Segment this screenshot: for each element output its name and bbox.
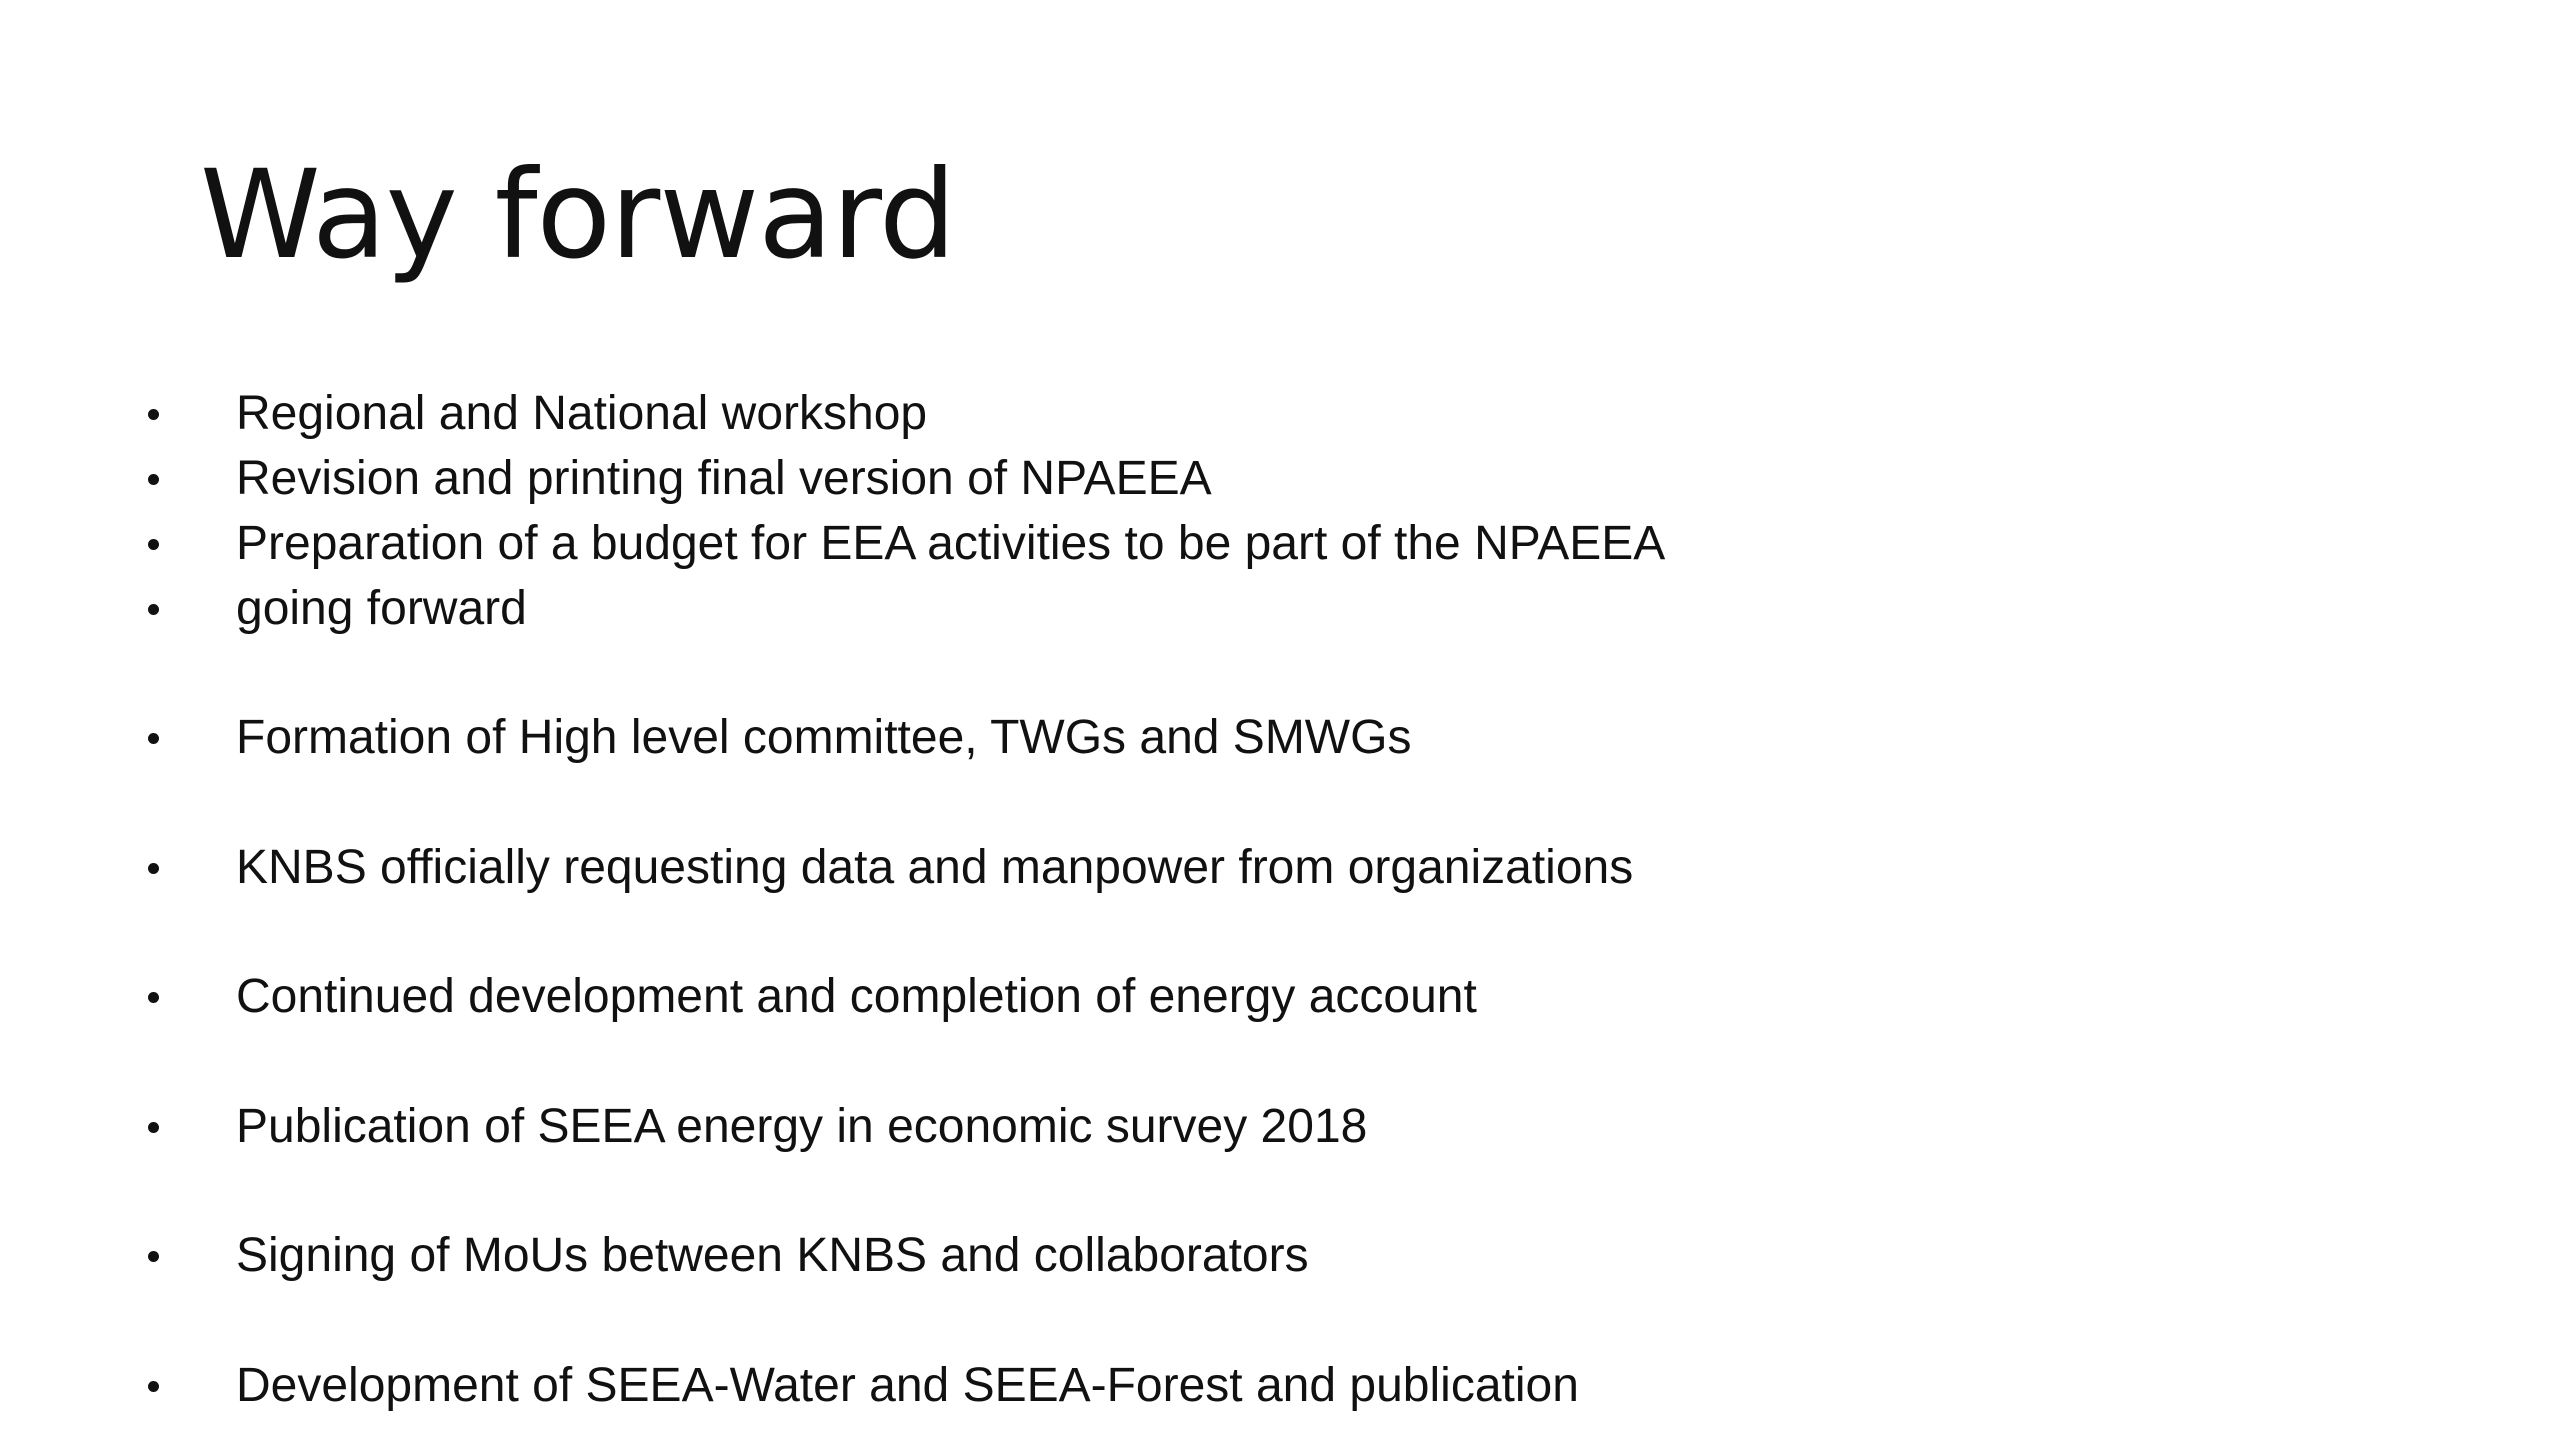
bullet-dot-icon [148,863,159,874]
bullet-dot-icon [148,474,159,485]
bullet-dot-icon [148,604,159,615]
bullet-dot-icon [148,409,159,420]
bullet-item [140,447,1212,511]
bullet-text: Revision and printing final version of NPAEEA [236,452,1212,505]
bullet-text: KNBS officially requesting data and manpower from organizations [236,841,1634,894]
bullet-item [140,965,1477,1029]
bullet-text: Signing of MoUs between KNBS and collaborators [236,1229,1309,1282]
bullet-item [140,836,1633,900]
bullet-item [140,382,927,446]
bullet-dot-icon [148,733,159,744]
bullet-text: Formation of High level committee, TWGs and SMWGs [236,711,1412,764]
bullet-dot-icon [148,1251,159,1262]
bullet-text: going forward [236,582,527,635]
slide-title: Way forward [200,144,956,286]
bullet-item [140,1354,1579,1418]
bullet-dot-icon [148,1122,159,1133]
bullet-item [140,512,1665,576]
bullet-dot-icon [148,992,159,1003]
bullet-item [140,1224,1309,1288]
bullet-text: Publication of SEEA energy in economic survey 2018 [236,1100,1368,1153]
bullet-text: Development of SEEA-Water and SEEA-Forest and publication [236,1359,1579,1412]
bullet-dot-icon [148,1381,159,1392]
bullet-item [140,706,1411,770]
bullet-dot-icon [148,539,159,550]
bullet-item [140,1095,1367,1159]
bullet-item [140,577,527,641]
bullet-text: Continued development and completion of energy account [236,970,1477,1023]
bullet-text: Regional and National workshop [236,387,928,440]
bullet-text: Preparation of a budget for EEA activities to be part of the NPAEEA [236,517,1666,570]
